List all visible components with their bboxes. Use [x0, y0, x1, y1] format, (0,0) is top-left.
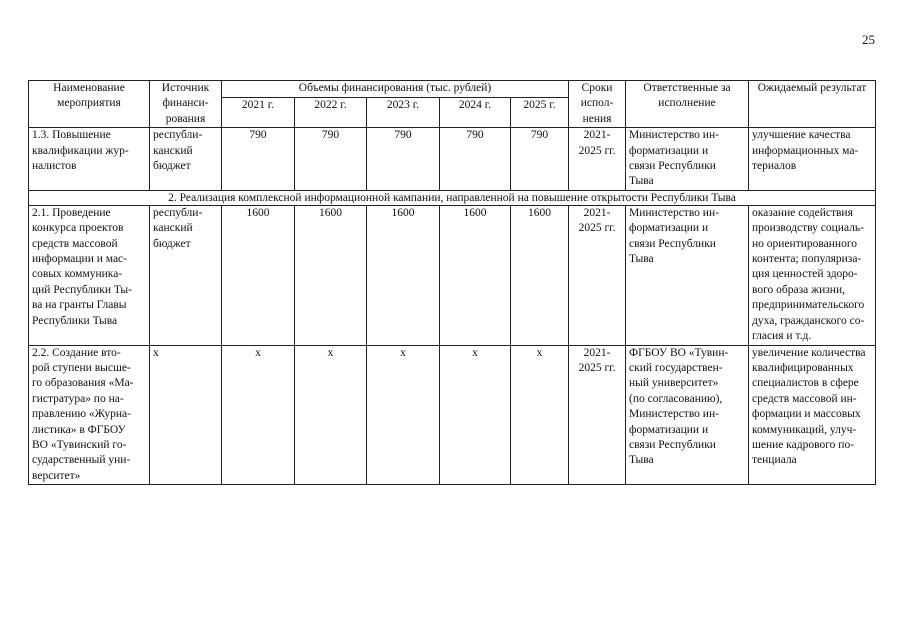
row-2-1-value-2021: 1600: [222, 205, 295, 345]
section-row: [29, 190, 876, 205]
row-1-3-result: улучшение качества информационных ма- териалов: [749, 128, 876, 191]
row-2-1-value-2022: 1600: [295, 205, 367, 345]
row-2-2-deadline: 2021- 2025 гг.: [569, 345, 626, 485]
header-deadline: Сроки испол- нения: [569, 81, 626, 128]
header-result: Ожидаемый результат: [749, 81, 876, 128]
row-2-2-responsible: ФГБОУ ВО «Тувин- ский государствен- ный университет» (по согласованию), Министерство ин- форматизации и связи Республики Тыва: [626, 345, 749, 485]
header-responsible: Ответственные за исполнение: [626, 81, 749, 128]
row-1-3-value-2023: 790: [367, 128, 440, 191]
header-year-2025: 2025 г.: [511, 97, 569, 128]
row-2-2-source: х: [150, 345, 222, 485]
row-2-1-result: оказание содействия производству социаль- но ориентированного контента; популяриза- ция ценностей здоро- вого образа жизни, предпринимательского духа, гражданского со- гласия и т.д.: [749, 205, 876, 345]
row-2-2-value-2023: х: [367, 345, 440, 485]
row-2-1-source: республи- канский бюджет: [150, 205, 222, 345]
row-2-1-responsible: Министерство ин- форматизации и связи Республики Тыва: [626, 205, 749, 345]
header-year-2023: 2023 г.: [367, 97, 440, 128]
row-2-1-value-2024: 1600: [440, 205, 511, 345]
header-year-2024: 2024 г.: [440, 97, 511, 128]
row-2-2-value-2024: х: [440, 345, 511, 485]
table-row: [29, 205, 876, 345]
table-row: [29, 345, 876, 485]
row-2-2-name: 2.2. Создание вто- рой ступени высше- го образования «Ма- гистратура» по на- правлению «Журна- листика» в ФГБОУ ВО «Тувинский го- сударственный уни- верситет»: [29, 345, 150, 485]
row-2-2-result: увеличение количества квалифицированных специалистов в сфере средств массовой ин- формации и массовых коммуникаций, улуч- шение кадрового по- тенциала: [749, 345, 876, 485]
header-row: [29, 81, 876, 98]
section-2-title: 2. Реализация комплексной информационной кампании, направленной на повышение открытости Республики Тыва: [29, 190, 876, 205]
row-2-1-name: 2.1. Проведение конкурса проектов средств массовой информации и мас- совых коммуника- ций Республики Ты- ва на гранты Главы Республики Тыва: [29, 205, 150, 345]
row-1-3-value-2021: 790: [222, 128, 295, 191]
header-volumes: Объемы финансирования (тыс. рублей): [222, 81, 569, 98]
row-2-2-value-2022: х: [295, 345, 367, 485]
header-year-2022: 2022 г.: [295, 97, 367, 128]
row-2-1-value-2023: 1600: [367, 205, 440, 345]
program-table: [28, 80, 876, 485]
header-name: Наименование мероприятия: [29, 81, 150, 128]
row-1-3-name: 1.3. Повышение квалификации жур- налистов: [29, 128, 150, 191]
row-1-3-value-2025: 790: [511, 128, 569, 191]
row-1-3-value-2022: 790: [295, 128, 367, 191]
row-2-1-deadline: 2021- 2025 гг.: [569, 205, 626, 345]
row-1-3-source: республи- канский бюджет: [150, 128, 222, 191]
row-1-3-deadline: 2021- 2025 гг.: [569, 128, 626, 191]
row-1-3-responsible: Министерство ин- форматизации и связи Республики Тыва: [626, 128, 749, 191]
row-2-2-value-2021: х: [222, 345, 295, 485]
row-1-3-value-2024: 790: [440, 128, 511, 191]
header-year-2021: 2021 г.: [222, 97, 295, 128]
row-2-2-value-2025: х: [511, 345, 569, 485]
page-number: 25: [862, 32, 875, 47]
header-source: Источник финанси- рования: [150, 81, 222, 128]
row-2-1-value-2025: 1600: [511, 205, 569, 345]
table-row: [29, 128, 876, 191]
